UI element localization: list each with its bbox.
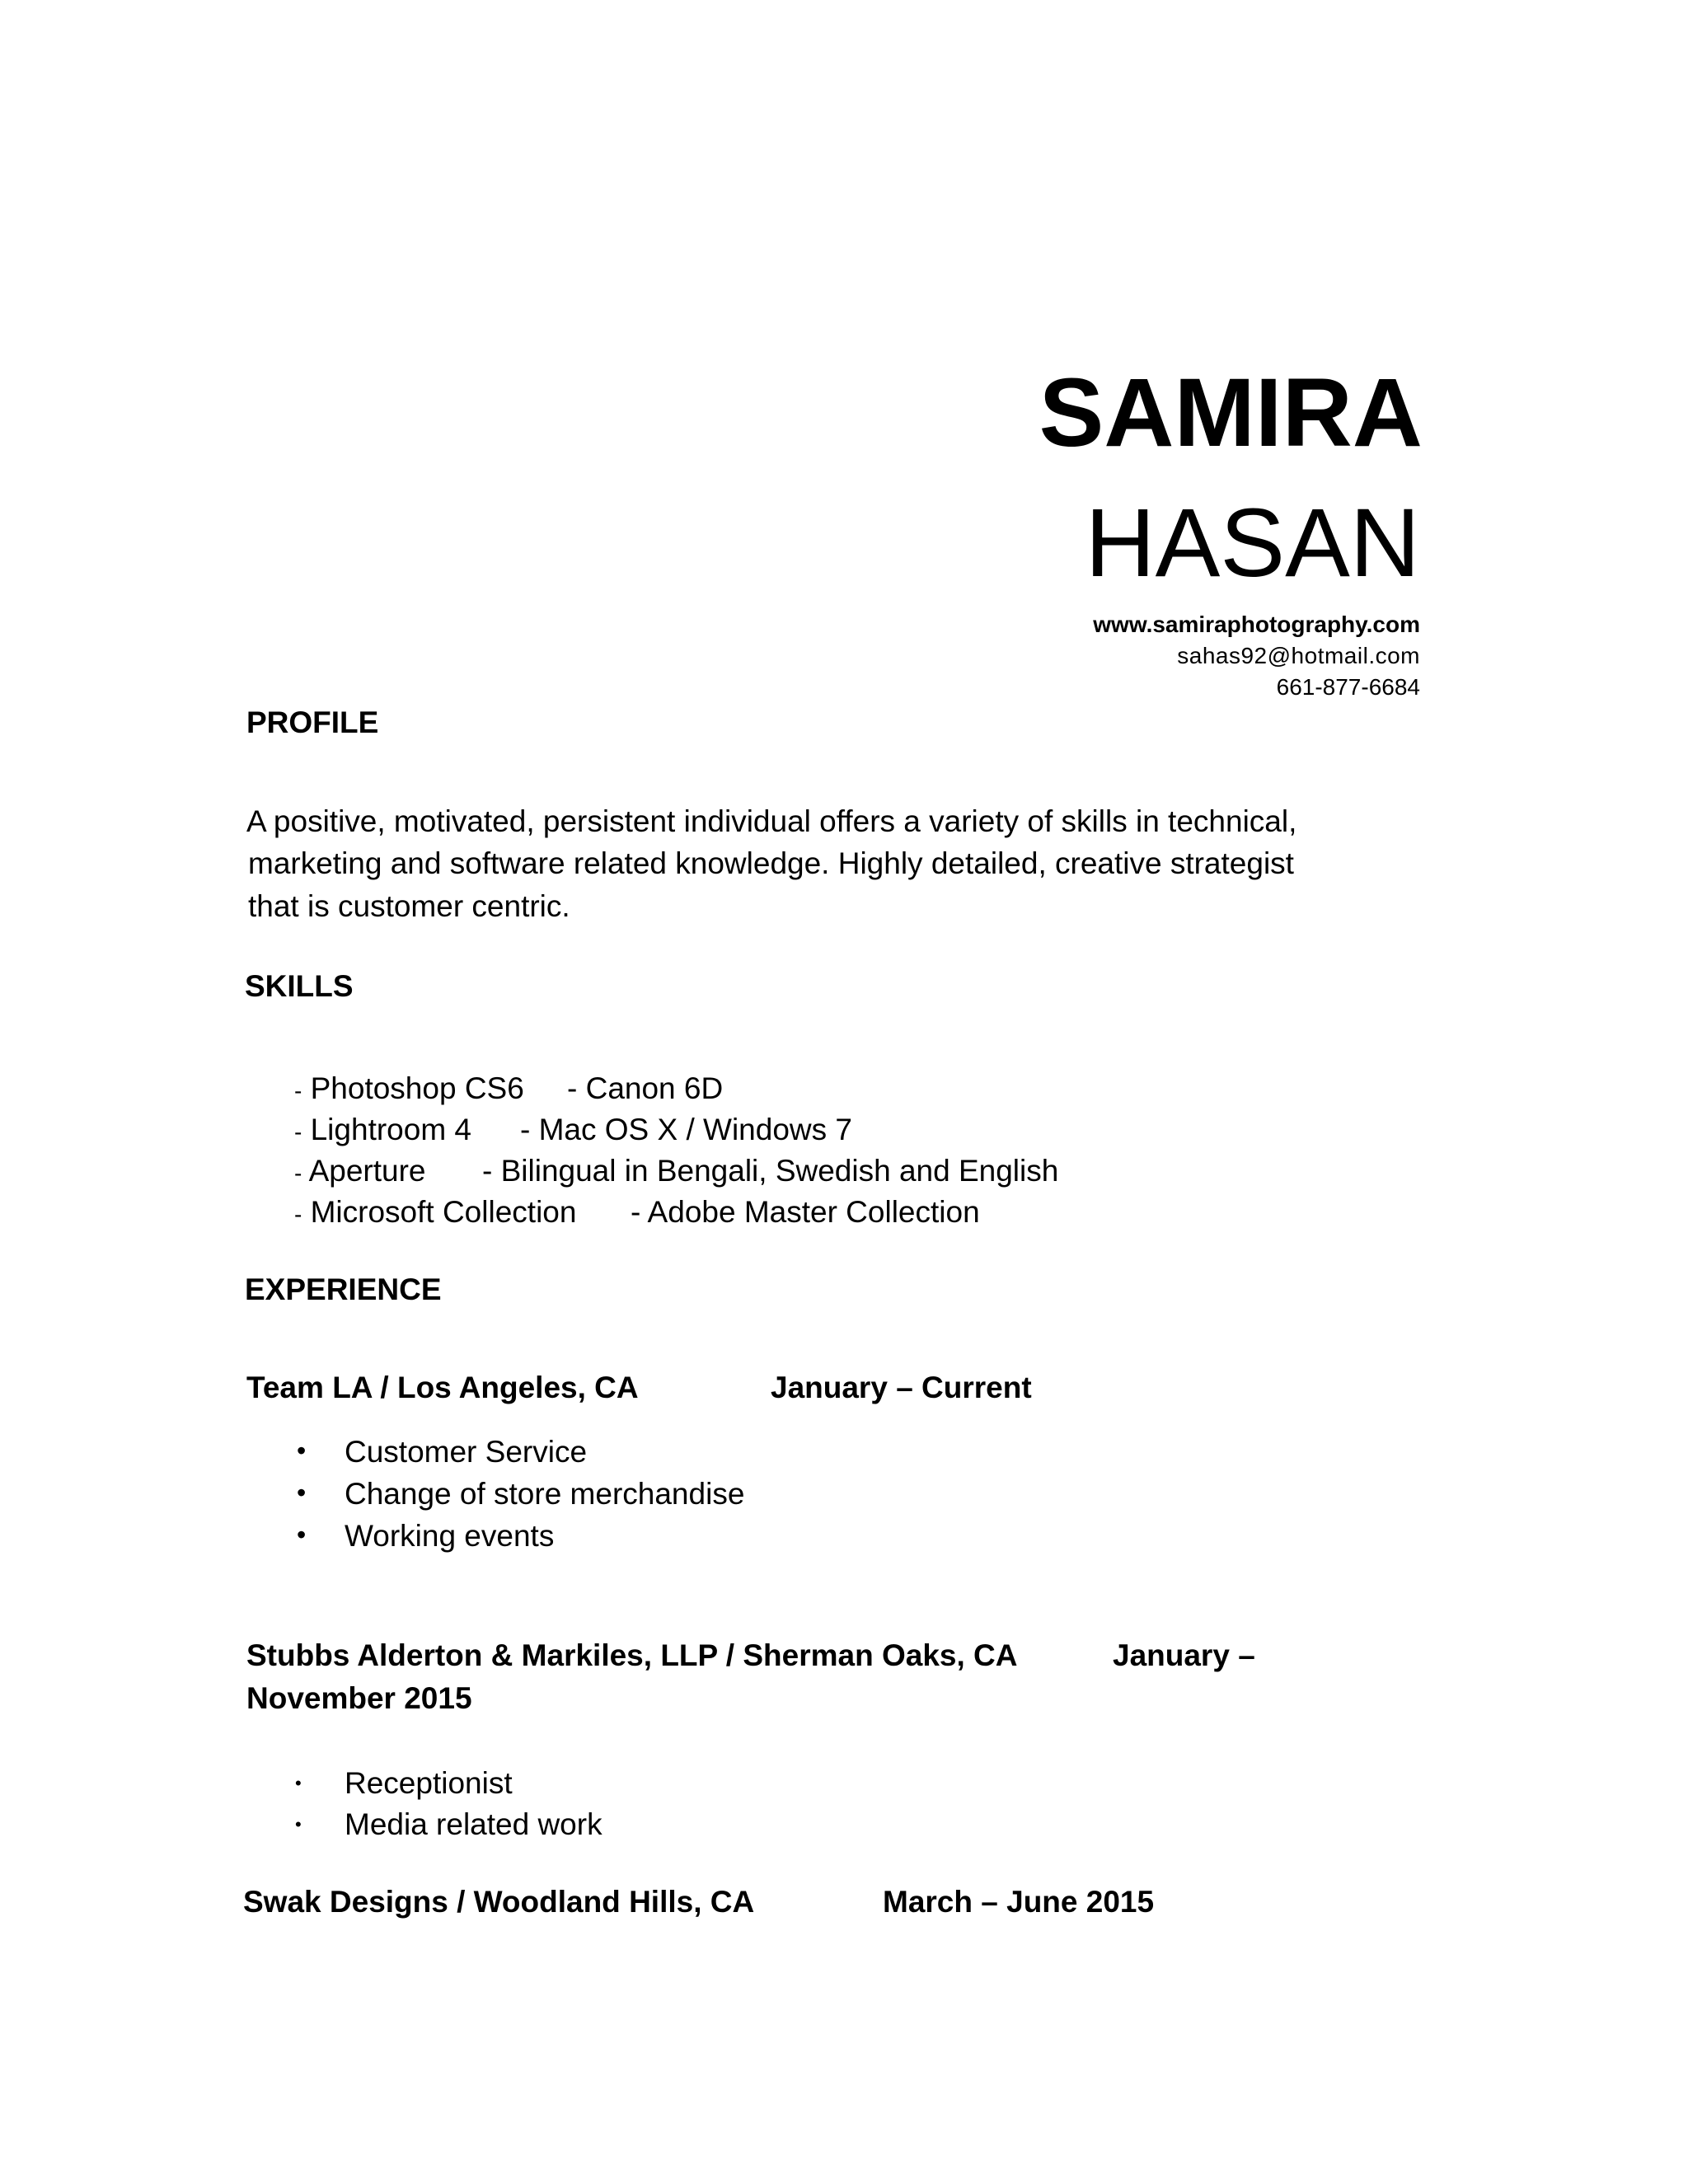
job-dates: January – [1113,1638,1255,1672]
bullet-icon: • [297,1436,307,1465]
first-name: SAMIRA [1039,359,1423,467]
skills-heading: SKILLS [245,969,354,1003]
profile-line: marketing and software related knowledge. Highly detailed, creative strategist [248,846,1294,880]
phone-number: 661-877-6684 [1276,674,1420,700]
bullet-icon: • [297,1520,307,1549]
dash-marker: - [294,1078,302,1104]
skill-row [294,1073,524,1104]
job-dates-continued: November 2015 [246,1681,472,1715]
profile-heading: PROFILE [246,705,379,739]
bullet-icon: • [295,1814,302,1835]
skill-row [294,1114,471,1145]
skill-item: Photoshop CS6 [310,1071,524,1105]
website-link[interactable]: www.samiraphotography.com [1093,612,1420,637]
profile-line: A positive, motivated, persistent individual offers a variety of skills in technical, [246,804,1297,838]
skill-item: - Adobe Master Collection [631,1195,980,1229]
duty-item: Media related work [345,1807,603,1841]
last-name: HASAN [1085,489,1420,598]
duty-item: Working events [345,1519,555,1553]
dash-marker: - [294,1119,302,1145]
job-title: Team LA / Los Angeles, CA [246,1371,639,1404]
job-dates: January – Current [771,1371,1032,1404]
profile-line: that is customer centric. [248,889,570,923]
skill-row [294,1155,426,1186]
dash-marker: - [294,1160,302,1186]
skill-item: - Bilingual in Bengali, Swedish and English [482,1154,1059,1188]
skill-item: Lightroom 4 [310,1113,471,1146]
duty-item: Receptionist [345,1766,513,1800]
duty-item: Customer Service [345,1435,588,1469]
skill-row [294,1197,576,1227]
skill-item: - Mac OS X / Windows 7 [520,1113,852,1146]
experience-heading: EXPERIENCE [245,1272,442,1306]
skill-item: Microsoft Collection [310,1195,577,1229]
job-title: Swak Designs / Woodland Hills, CA [243,1885,755,1919]
bullet-icon: • [297,1478,307,1507]
skill-item: - Canon 6D [567,1071,724,1105]
duty-item: Change of store merchandise [345,1477,745,1511]
dash-marker: - [294,1202,302,1227]
job-title: Stubbs Alderton & Markiles, LLP / Sherman Oaks, CA [246,1638,1018,1672]
email-link[interactable]: sahas92@hotmail.com [1177,643,1420,668]
skill-item: Aperture [308,1154,426,1188]
job-dates: March – June 2015 [883,1885,1155,1919]
bullet-icon: • [295,1773,302,1793]
